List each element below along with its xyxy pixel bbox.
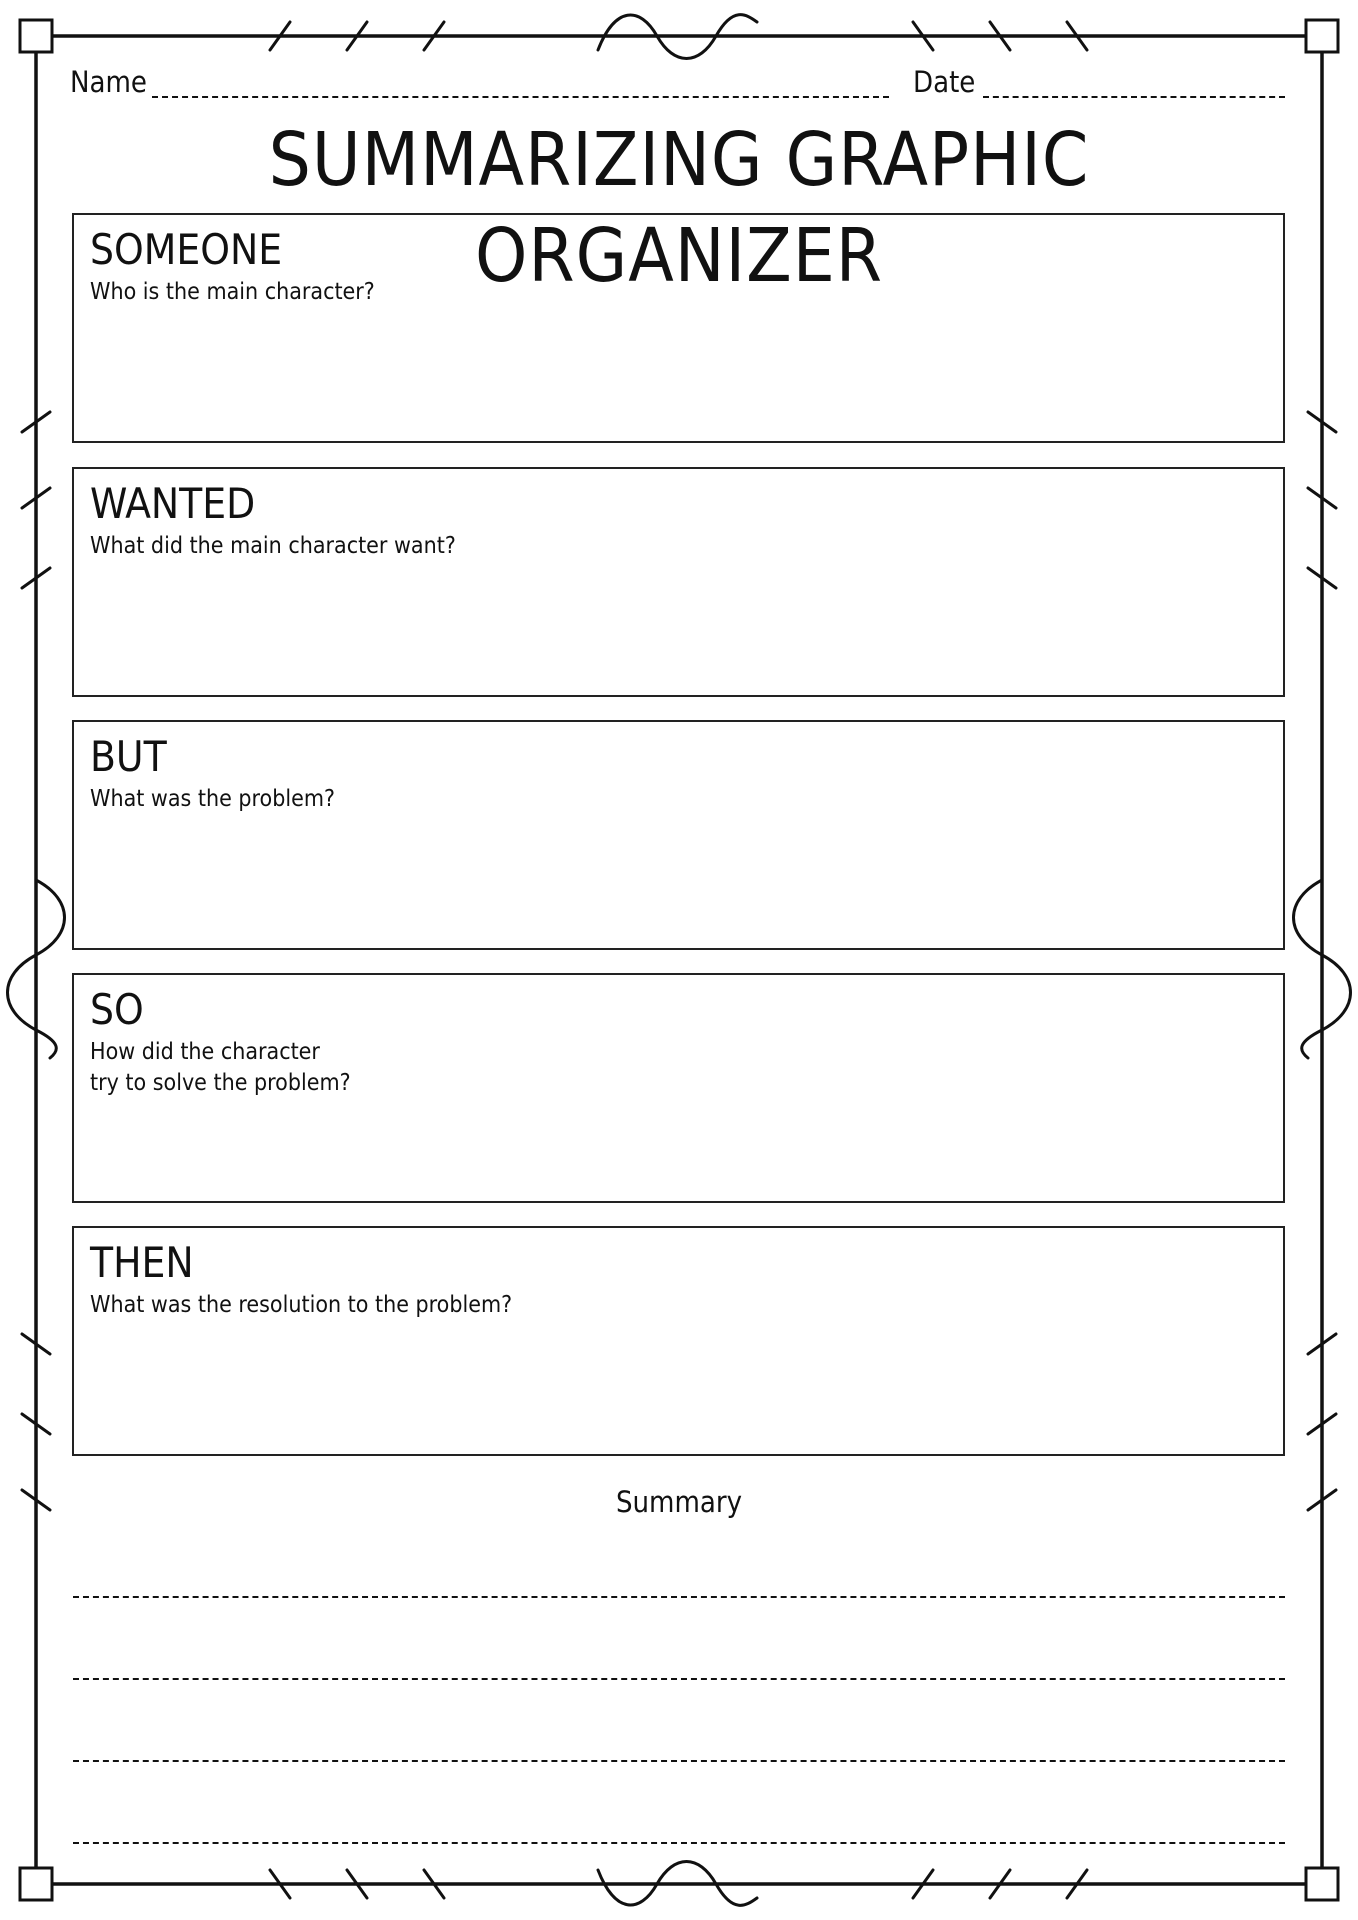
- summary-write-line[interactable]: [73, 1596, 1285, 1598]
- section-heading: BUT: [90, 732, 167, 781]
- corner-square-top-right: [1306, 20, 1338, 52]
- section-heading: WANTED: [90, 479, 256, 528]
- name-field-line[interactable]: [152, 96, 889, 98]
- section-box-someone[interactable]: [72, 213, 1285, 443]
- summary-write-line[interactable]: [73, 1760, 1285, 1762]
- section-heading: SO: [90, 985, 144, 1034]
- section-prompt: How did the character try to solve the problem?: [90, 1039, 351, 1096]
- corner-square-top-left: [20, 20, 52, 52]
- section-prompt: What did the main character want?: [90, 533, 456, 559]
- date-label: Date: [913, 65, 976, 99]
- section-box-wanted[interactable]: [72, 467, 1285, 697]
- section-heading: SOMEONE: [90, 225, 283, 274]
- summary-label: Summary: [615, 1485, 743, 1519]
- corner-square-bottom-right: [1306, 1868, 1338, 1900]
- section-box-but[interactable]: [72, 720, 1285, 950]
- section-heading: THEN: [90, 1238, 194, 1287]
- section-box-then[interactable]: [72, 1226, 1285, 1456]
- summary-write-line[interactable]: [73, 1842, 1285, 1844]
- section-prompt: Who is the main character?: [90, 279, 375, 305]
- page-title: SUMMARIZING GRAPHIC ORGANIZER: [268, 117, 1090, 299]
- date-field-line[interactable]: [983, 96, 1285, 98]
- section-prompt: What was the resolution to the problem?: [90, 1292, 513, 1318]
- section-box-so[interactable]: [72, 973, 1285, 1203]
- corner-square-bottom-left: [20, 1868, 52, 1900]
- section-prompt: What was the problem?: [90, 786, 335, 812]
- summary-write-line[interactable]: [73, 1678, 1285, 1680]
- name-label: Name: [70, 65, 147, 99]
